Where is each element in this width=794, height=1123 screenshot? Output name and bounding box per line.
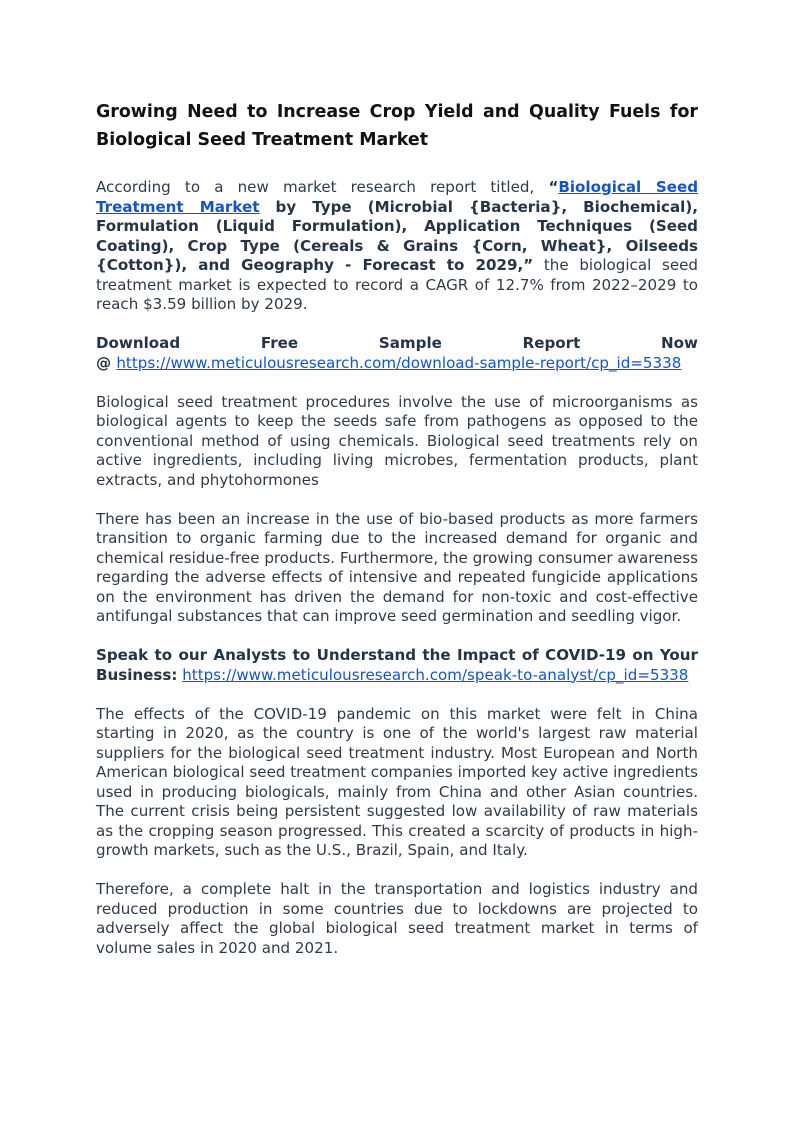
- download-word: Free: [260, 334, 299, 352]
- download-heading: [96, 334, 698, 354]
- download-word: Sample: [378, 334, 442, 352]
- body-paragraph-4: Therefore, a complete halt in the transportation and logistics industry and reduced production in some countries due to lockdowns are projected to adversely affect the global biological seed treatment market in terms of volume sales in 2020 and 2021.: [96, 880, 698, 957]
- body-paragraph-2: There has been an increase in the use of bio-based products as more farmers transition to organic farming due to the increased demand for organic and chemical residue-free products. Furthermore, the growing consumer awareness regarding the adverse effects of intensive and repeated fungicide applications on the environment has driven the demand for non-toxic and cost-effective antifungal substances that can improve seed germination and seedling vigor.: [96, 509, 698, 625]
- download-word: Download: [96, 334, 181, 352]
- intro-lead: According to a new market research report titled,: [96, 178, 549, 196]
- download-section: [96, 334, 698, 373]
- body-paragraph-1: Biological seed treatment procedures involve the use of microorganisms as biological agents to keep the seeds safe from pathogens as opposed to the conventional method of using chemicals. Biological seed treatments rely on active ingredients, including living microbes, fermentation products, plant extracts, and phytohormones: [96, 392, 698, 489]
- intro-tail: the biological seed treatment market is expected to record a CAGR of 12.7% from 2022–2029 to reach $3.59 billion by 2029.: [96, 256, 698, 313]
- intro-report-title: by Type (Microbial {Bacteria}, Biochemical), Formulation (Liquid Formulation), Application Techniques (Seed Coating), Crop Type (Cereals & Grains {Corn, Wheat}, Oilseeds {Cotton}), and Geography - Forecast to 2029,”: [96, 197, 698, 274]
- analyst-paragraph: [96, 646, 698, 685]
- download-word: Report: [522, 334, 581, 352]
- intro-paragraph: [96, 178, 698, 315]
- analyst-link[interactable]: https://www.meticulousresearch.com/speak-to-analyst/cp_id=5338: [182, 665, 689, 684]
- download-sample-link[interactable]: https://www.meticulousresearch.com/download-sample-report/cp_id=5338: [116, 353, 682, 372]
- analyst-label: Speak to our Analysts to Understand the Impact of COVID-19 on Your Business:: [96, 646, 698, 684]
- document-page: [96, 98, 698, 958]
- download-link-line: [96, 354, 698, 374]
- body-paragraph-3: The effects of the COVID-19 pandemic on this market were felt in China starting in 2020, as the country is one of the world's largest raw material suppliers for the biological seed treatment industry. Most European and North American biological seed treatment companies imported key active ingredients used in producing biologicals, mainly from China and other Asian countries. The current crisis being persistent suggested low availability of raw materials as the cropping season progressed. This created a scarcity of products in high-growth markets, such as the U.S., Brazil, Spain, and Italy.: [96, 704, 698, 859]
- download-word: Now: [661, 334, 698, 352]
- download-at-sign: @: [96, 353, 117, 372]
- market-report-link[interactable]: Biological Seed Treatment Market: [96, 178, 698, 216]
- intro-quote-open: “: [548, 178, 559, 196]
- document-title: Growing Need to Increase Crop Yield and Quality Fuels for Biological Seed Treatment Market: [96, 102, 698, 150]
